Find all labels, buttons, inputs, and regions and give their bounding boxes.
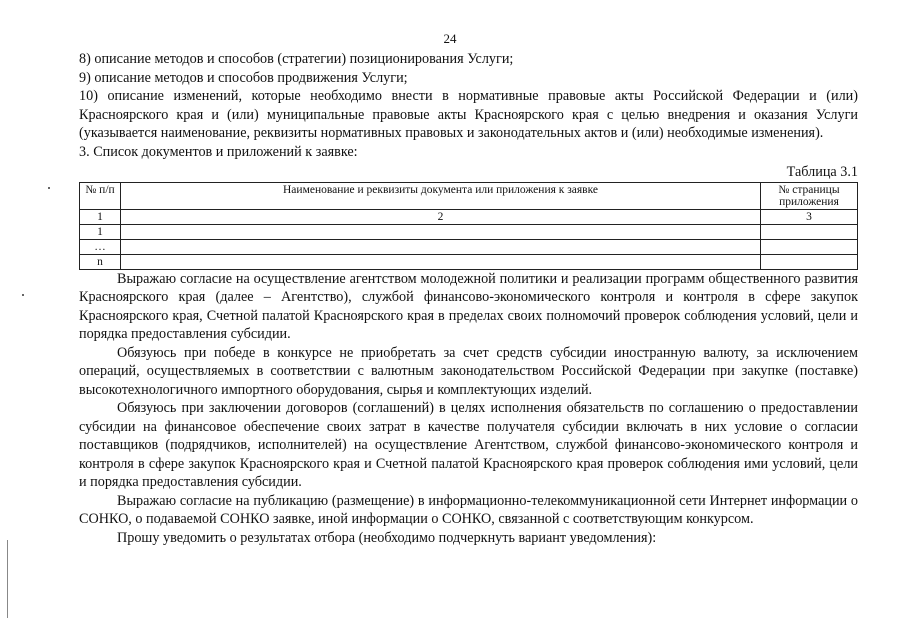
- paragraph-consent-checks: Выражаю согласие на осуществление агентством молодежной политики и реализации программ общественного развития Красноярского края (далее – Агентство), службой финансово-экономического контроля и контроля в сфере закупок Красноярского края, Счетной палатой Красноярского края в пределах своих полномочий проверок соблюдения условий, цели и порядка предоставления субсидии.: [79, 270, 858, 342]
- table-cell: [761, 254, 858, 269]
- table-cell: …: [80, 239, 121, 254]
- list-item-9: 9) описание методов и способов продвижения Услуги;: [79, 69, 408, 86]
- table-header-row: [80, 182, 858, 209]
- scan-speck: [48, 187, 50, 189]
- header-name: Наименование и реквизиты документа или приложения к заявке: [121, 182, 761, 209]
- header-number: № п/п: [80, 182, 121, 209]
- table-cell: n: [80, 254, 121, 269]
- paragraph-publication: Выражаю согласие на публикацию (размещение) в информационно-телекоммуникационной сети Интернет информации о СОНКО, о подаваемой СОНКО заявке, иной информации о СОНКО, связанной с соответствующим конкурсом.: [79, 492, 858, 527]
- table-row: [80, 254, 858, 269]
- table-cell: [121, 224, 761, 239]
- paragraph-contracts: Обязуюсь при заключении договоров (соглашений) в целях исполнения обязательств по соглашению о предоставлении субсидии на финансовое обеспечение своих затрат в качестве получателя субсидии включать в них условие о согласии поставщиков (подрядчиков, исполнителей) на осуществление Агентством, службой финансово-экономического контроля и контроля в сфере закупок Красноярского края и Счетной палатой Красноярского края проверок соблюдения ими условий, цели и порядка предоставления субсидии.: [79, 400, 858, 490]
- table-cell: 1: [80, 209, 121, 224]
- list-item-10: 10) описание изменений, которые необходимо внести в нормативные правовые акты Российской Федерации и (или) Красноярского края и (или) муниципальные правовые акты Красноярского края с целью внедрения и оказания Услуги (указывается наименование, реквизиты нормативных правовых и законодательных актов и (или) необходимые изменения).: [79, 88, 858, 141]
- list-item-8: 8) описание методов и способов (стратегии) позиционирования Услуги;: [79, 51, 514, 67]
- table-cell: [121, 254, 761, 269]
- table-cell: 3: [761, 209, 858, 224]
- table-row: [80, 239, 858, 254]
- document-body: [79, 50, 858, 547]
- header-page: № страницы приложения: [761, 182, 858, 209]
- table-row: [80, 209, 858, 224]
- table-cell: 1: [80, 224, 121, 239]
- table-cell: 2: [121, 209, 761, 224]
- table-cell: [761, 224, 858, 239]
- table-cell: [761, 239, 858, 254]
- scan-speck: [22, 294, 24, 296]
- documents-table: [79, 182, 858, 270]
- scan-margin-line: [7, 540, 8, 618]
- section-heading: 3. Список документов и приложений к заявке:: [79, 143, 358, 160]
- page-number: 24: [443, 31, 457, 46]
- table-caption: Таблица 3.1: [786, 164, 858, 180]
- table-row: [80, 224, 858, 239]
- paragraph-currency: Обязуюсь при победе в конкурсе не приобретать за счет средств субсидии иностранную валюту, за исключением операций, осуществляемых в соответствии с валютным законодательством Российской Федерации при закупке (поставке) высокотехнологичного импортного оборудования, сырья и комплектующих изделий.: [79, 344, 858, 398]
- paragraph-notification: Прошу уведомить о результатах отбора (необходимо подчеркнуть вариант уведомления):: [117, 529, 657, 546]
- table-cell: [121, 239, 761, 254]
